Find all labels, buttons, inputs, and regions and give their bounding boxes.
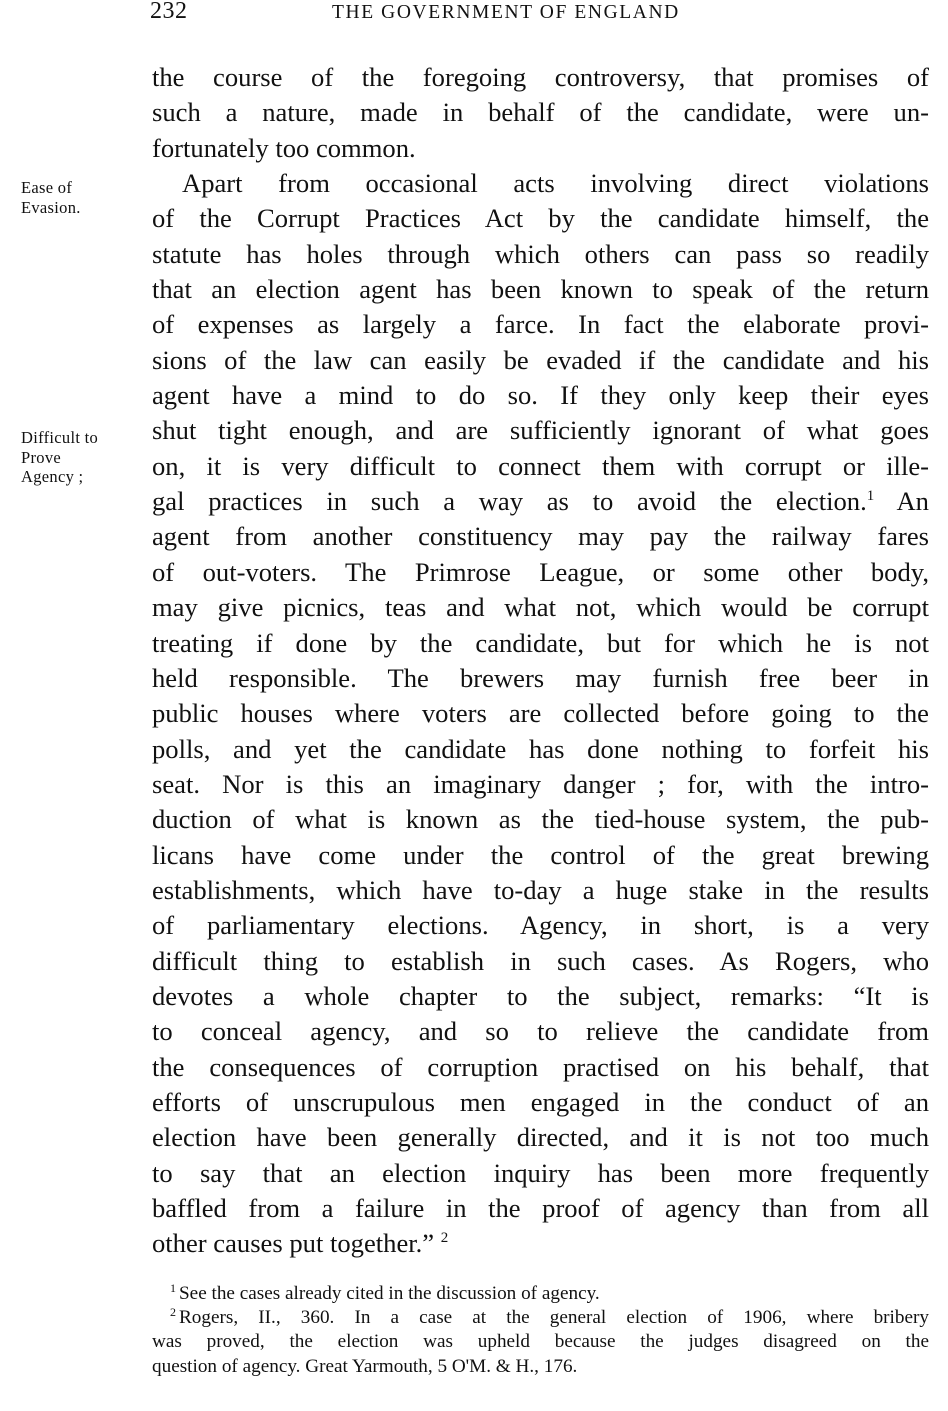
text-line: of out-voters. The Primrose League, or some other body, — [152, 556, 929, 587]
page-header — [150, 0, 928, 30]
text-line-with-footnote-ref — [152, 484, 929, 519]
footnote-text: See the cases already cited in the discussion of agency. — [179, 1283, 600, 1304]
sidenote-difficult-to-prove-agency — [21, 428, 139, 487]
text-line: duction of what is known as the tied-house system, the pub- — [152, 804, 929, 835]
text-line: on, it is very difficult to connect them with corrupt or ille- — [152, 450, 929, 481]
text-line: election have been generally directed, and it is not too much — [152, 1122, 929, 1153]
footnote-ref-2: 2 — [440, 1230, 449, 1247]
text-line: difficult thing to establish in such cases. As Rogers, who — [152, 945, 929, 976]
footnotes — [152, 1282, 929, 1379]
text-line: held responsible. The brewers may furnish free beer in — [152, 662, 929, 693]
sidenote-line: Evasion. — [21, 197, 81, 217]
paragraph-start-line: Apart from occasional acts involving direct violations — [182, 168, 929, 199]
text-line: agent have a mind to do so. If they only keep their eyes — [152, 380, 929, 411]
text-line: to say that an election inquiry has been more frequently — [152, 1157, 929, 1188]
sidenote-line: Difficult to — [21, 428, 99, 447]
footnote-marker: 2 — [170, 1305, 176, 1320]
text-line: efforts of unscrupulous men engaged in the conduct of an — [152, 1086, 929, 1117]
page-number: 232 — [150, 0, 188, 24]
footnote-text: Rogers, II., 360. In a case at the general election of 1906, where bribery — [179, 1307, 929, 1329]
text-line: of parliamentary elections. Agency, in short, is a very — [152, 910, 929, 941]
text-line: of the Corrupt Practices Act by the candidate himself, the — [152, 203, 929, 234]
footnote-ref-1: 1 — [866, 488, 875, 505]
text-line: statute has holes through which others can pass so readily — [152, 238, 929, 269]
text-line: baffled from a failure in the proof of agency than from all — [152, 1193, 929, 1223]
text-line: such a nature, made in behalf of the candidate, were un- — [152, 97, 929, 128]
text-line-with-footnote-ref — [152, 1226, 929, 1261]
running-head: THE GOVERNMENT OF ENGLAND — [332, 2, 680, 23]
sidenote-line: Agency ; — [21, 467, 84, 486]
text-fragment: other causes put together.” — [152, 1228, 435, 1259]
text-line: may give picnics, teas and what not, which would be corrupt — [152, 592, 929, 623]
text-line: polls, and yet the candidate has done nothing to forfeit his — [152, 733, 929, 764]
text-line: to conceal agency, and so to relieve the candidate from — [152, 1016, 929, 1047]
sidenote-ease-of-evasion — [21, 178, 139, 217]
text-line: the consequences of corruption practised on his behalf, that — [152, 1051, 929, 1082]
text-line: establishments, which have to-day a huge stake in the results — [152, 874, 929, 905]
sidenote-line: Ease of — [21, 178, 73, 197]
text-line: fortunately too common. — [152, 132, 416, 163]
footnote-marker: 1 — [170, 1281, 176, 1295]
text-line: that an election agent has been known to speak of the return — [152, 274, 929, 305]
text-line: public houses where voters are collected before going to the — [152, 698, 929, 729]
text-line: devotes a whole chapter to the subject, remarks: “It is — [152, 980, 929, 1011]
text-line: sions of the law can easily be evaded if the candidate and his — [152, 344, 929, 375]
sidenote-line: Prove — [21, 447, 61, 467]
footnote-2 — [152, 1306, 929, 1330]
text-line: agent from another constituency may pay the railway fares — [152, 521, 929, 552]
text-line: seat. Nor is this an imaginary danger ; for, with the intro- — [152, 768, 929, 799]
footnote-line: question of agency. Great Yarmouth, 5 O'M. & H., 176. — [152, 1355, 578, 1377]
text-fragment: gal practices in such a way as to avoid the election. — [152, 486, 867, 517]
footnote-line: was proved, the election was upheld because the judges disagreed on the — [152, 1331, 929, 1353]
text-line: shut tight enough, and are sufficiently ignorant of what goes — [152, 415, 929, 446]
text-line: the course of the foregoing controversy, that promises of — [152, 62, 929, 92]
text-line: of expenses as largely a farce. In fact the elaborate provi- — [152, 309, 929, 340]
text-line: treating if done by the candidate, but for which he is not — [152, 627, 929, 658]
body-text — [152, 60, 929, 1262]
footnote-1 — [152, 1282, 929, 1306]
text-line: licans have come under the control of the great brewing — [152, 839, 929, 870]
text-fragment: An — [874, 486, 929, 517]
